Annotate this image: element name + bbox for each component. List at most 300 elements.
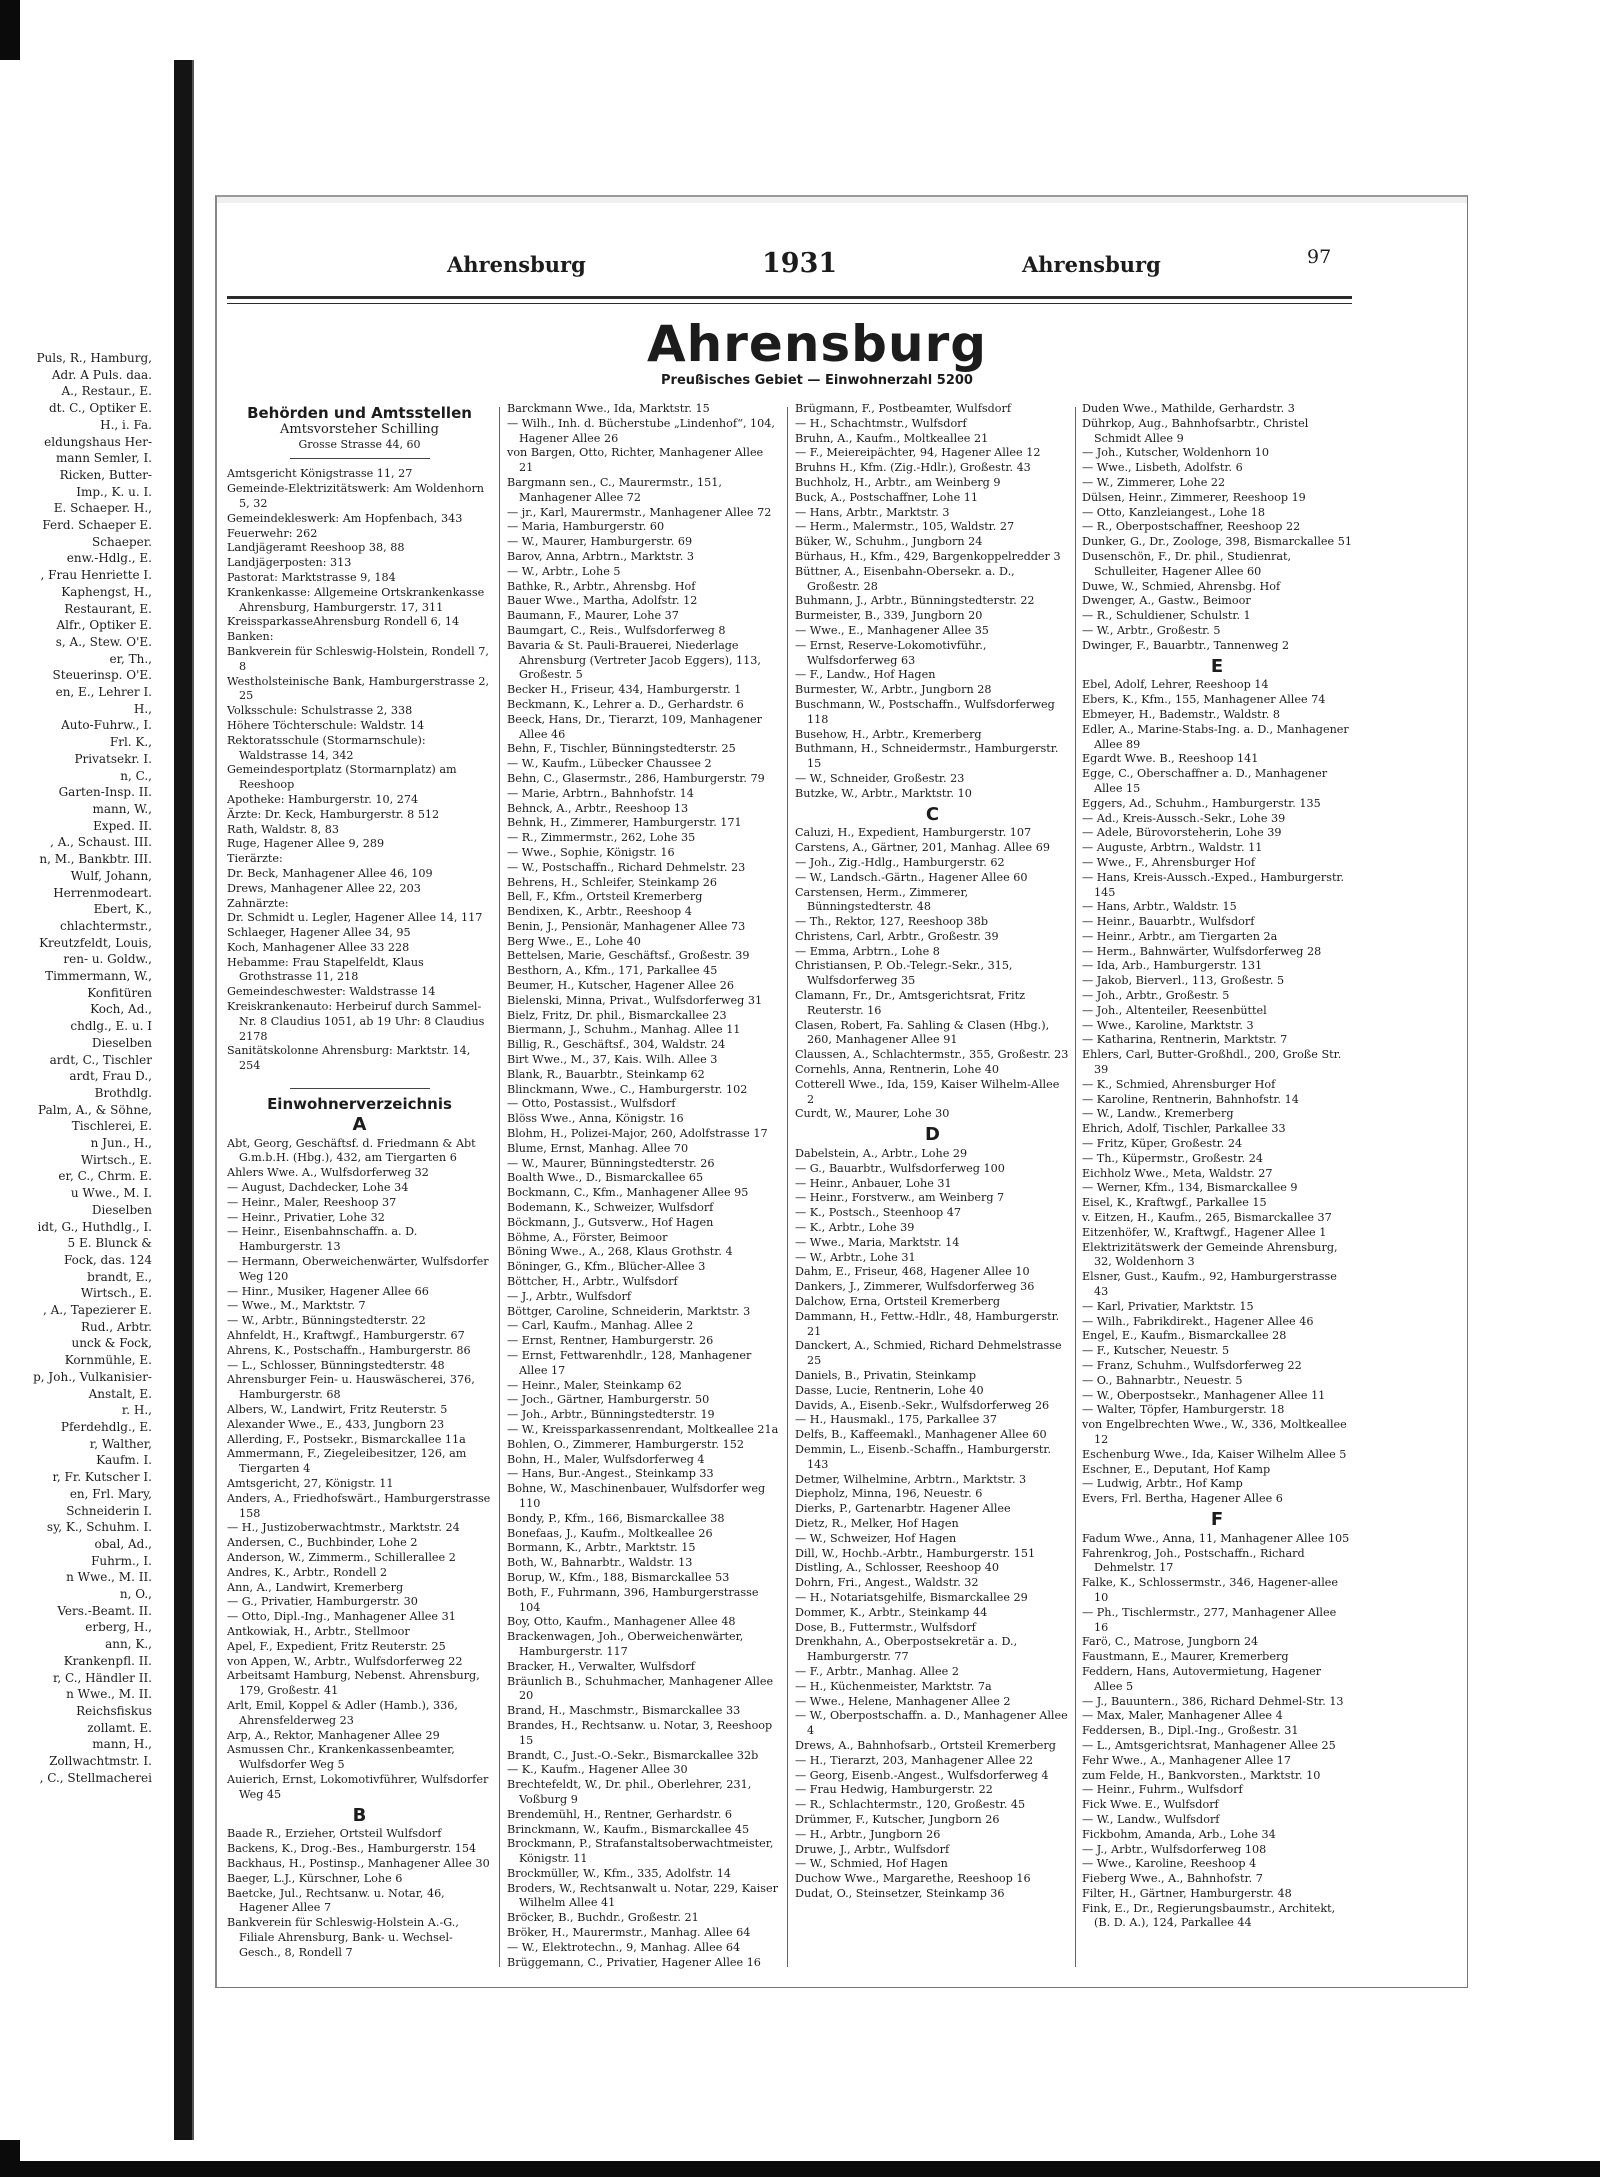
- adjacent-page-line: 5 E. Blunck &: [67, 1236, 152, 1251]
- directory-entry: Blöss Wwe., Anna, Königstr. 16: [507, 1112, 684, 1126]
- directory-entry: — Wwe., E., Manhagener Allee 35: [795, 623, 989, 637]
- directory-entry: Biermann, J., Schuhm., Manhag. Allee 11: [507, 1023, 741, 1037]
- directory-entry: Bendixen, K., Arbtr., Reeshoop 4: [507, 905, 692, 919]
- column-divider: [787, 407, 788, 1967]
- directory-entry: Egge, C., Oberschaffner a. D., Manhagener Allee 15: [1082, 767, 1328, 795]
- directory-entry: — Hermann, Oberweichenwärter, Wulfsdorfer Weg 120: [227, 1255, 489, 1283]
- directory-entry: Backhaus, H., Postinsp., Manhagener Allee 30: [227, 1856, 490, 1870]
- directory-entry: — W., Kreissparkassenrendant, Moltkeallee 21a: [507, 1422, 779, 1436]
- adjacent-page-line: Imp., K. u. I.: [76, 484, 152, 499]
- directory-entry: — Wwe., Maria, Marktstr. 14: [795, 1235, 960, 1249]
- directory-entry: Daniels, B., Privatin, Steinkamp: [795, 1369, 976, 1382]
- directory-entry: — Marie, Arbtrn., Bahnhofstr. 14: [507, 786, 694, 800]
- directory-entry: Dalchow, Erna, Ortsteil Kremerberg: [795, 1295, 1001, 1309]
- directory-entry: — Otto, Postassist., Wulfsdorf: [507, 1097, 676, 1111]
- entries-c-list: [795, 826, 1070, 1122]
- adjacent-page-line: mann, H.,: [92, 1737, 152, 1752]
- directory-entry: Ebel, Adolf, Lehrer, Reeshoop 14: [1082, 678, 1269, 692]
- entries-d-list: [795, 1147, 1070, 1902]
- directory-entry: — H., Schachtmstr., Wulfsdorf: [795, 416, 967, 430]
- directory-entry: — W., Arbtr., Lohe 5: [507, 564, 621, 578]
- section-authorities-address: Grosse Strasse 44, 60: [298, 437, 421, 451]
- directory-entry: Fick Wwe. E., Wulfsdorf: [1082, 1798, 1219, 1812]
- directory-entry: Caluzi, H., Expedient, Hamburgerstr. 107: [795, 826, 1032, 840]
- adjacent-page-line: unck & Fock,: [71, 1336, 152, 1351]
- adjacent-page-line: Ebert, K.,: [93, 902, 152, 917]
- directory-entry: — Fritz, Küper, Großestr. 24: [1082, 1137, 1243, 1151]
- adjacent-page-line: erberg, H.,: [85, 1620, 152, 1635]
- letter-heading-c: C: [925, 803, 940, 825]
- directory-entry: v. Eitzen, H., Kaufm., 265, Bismarckallee 37: [1082, 1211, 1332, 1225]
- directory-entry: Dasse, Lucie, Rentnerin, Lohe 40: [795, 1383, 984, 1397]
- adjacent-page-line: Konfitüren: [87, 985, 152, 1000]
- directory-entry: Arp, A., Rektor, Manhagener Allee 29: [227, 1728, 440, 1742]
- entries-b-list-2: [507, 402, 779, 1970]
- letter-heading-a: A: [352, 1113, 367, 1135]
- adjacent-page-line: ann, K.,: [105, 1637, 152, 1652]
- directory-entry: Anders, A., Friedhofswärt., Hamburgerstrasse 158: [227, 1491, 491, 1520]
- directory-entry: Ärzte: Dr. Keck, Hamburgerstr. 8 512: [227, 807, 440, 821]
- directory-entry: — R., Zimmermstr., 262, Lohe 35: [507, 831, 696, 845]
- directory-entry: — Joh., Arbtr., Großestr. 5: [1082, 989, 1230, 1003]
- directory-entry: — H., Tierarzt, 203, Manhagener Allee 22: [795, 1753, 1034, 1767]
- adjacent-page-line: ren- u. Goldw.,: [63, 952, 152, 967]
- entries-b-list-3: [795, 402, 1070, 802]
- directory-entry: Eitzenhöfer, W., Kraftwgf., Hagener Allee 1: [1082, 1225, 1327, 1239]
- directory-entry: Danckert, A., Schmied, Richard Dehmelstrasse 25: [795, 1339, 1062, 1368]
- directory-entry: Bockmann, C., Kfm., Manhagener Allee 95: [507, 1186, 749, 1200]
- directory-entry: von Bargen, Otto, Richter, Manhagener Allee 21: [507, 446, 764, 475]
- adjacent-page-line: Garten-Insp. II.: [58, 785, 152, 800]
- adjacent-page-line: Dieselben: [91, 1035, 152, 1050]
- directory-entry: Behn, F., Tischler, Bünningstedterstr. 25: [507, 742, 736, 756]
- adjacent-page-line: chlachtermstr.,: [60, 918, 152, 933]
- directory-entry: Gemeindesportplatz (Stormarnplatz) am Reeshoop: [227, 763, 457, 792]
- directory-entry: Bruhn, A., Kaufm., Moltkeallee 21: [795, 431, 989, 445]
- adjacent-page-line: dt. C., Optiker E.: [48, 401, 152, 416]
- directory-entry: Bruhns H., Kfm. (Zig.-Hdlr.), Großestr. 43: [795, 461, 1031, 475]
- divider: [290, 1088, 430, 1089]
- adjacent-page-line: Wirtsch., E.: [80, 1152, 152, 1167]
- directory-entry: Dunker, G., Dr., Zoologe, 398, Bismarckallee 51: [1082, 535, 1352, 549]
- directory-entry: Koch, Manhagener Allee 33 228: [227, 940, 410, 954]
- directory-entry: — Heinr., Anbauer, Lohe 31: [795, 1176, 952, 1190]
- directory-entry: — K., Kaufm., Hagener Allee 30: [507, 1763, 688, 1777]
- directory-entry: Bröker, H., Maurermstr., Manhag. Allee 64: [507, 1926, 751, 1940]
- directory-entry: Amtsgericht, 27, Königstr. 11: [227, 1476, 394, 1490]
- directory-entry: Bavaria & St. Pauli-Brauerei, Niederlage Ahrensburg (Vertreter Jacob Eggers), 113, Großestr. 5: [507, 638, 761, 682]
- directory-entry: Christiansen, P. Ob.-Telegr.-Sekr., 315, Wulfsdorferweg 35: [795, 959, 1013, 988]
- directory-entry: Druwe, J., Arbtr., Wulfsdorf: [795, 1842, 950, 1856]
- directory-entry: Becker H., Friseur, 434, Hamburgerstr. 1: [507, 683, 742, 697]
- directory-entry: Birt Wwe., M., 37, Kais. Wilh. Allee 3: [507, 1053, 718, 1067]
- letter-heading-f: F: [1210, 1508, 1224, 1530]
- directory-entry: Dammann, H., Fettw.-Hdlr., 48, Hamburgerstr. 21: [795, 1309, 1060, 1338]
- directory-entry: — Joch., Gärtner, Hamburgerstr. 50: [507, 1393, 710, 1407]
- directory-entry: — Heinr., Privatier, Lohe 32: [227, 1210, 385, 1224]
- directory-page: [215, 195, 1468, 1988]
- directory-entry: Antkowiak, H., Arbtr., Stellmoor: [227, 1624, 410, 1638]
- adjacent-page-line: Schneiderin I.: [66, 1503, 152, 1518]
- directory-entry: Busehow, H., Arbtr., Kremerberg: [795, 727, 982, 741]
- adjacent-page-line: r, Walther,: [89, 1436, 152, 1451]
- column-3: [795, 402, 1070, 1902]
- directory-entry: Drews, Manhagener Allee 22, 203: [227, 881, 421, 895]
- directory-entry: Feddern, Hans, Autovermietung, Hagener Allee 5: [1082, 1664, 1322, 1693]
- directory-entry: — J., Bauuntern., 386, Richard Dehmel-Str. 13: [1082, 1694, 1344, 1708]
- directory-entry: — W., Schneider, Großestr. 23: [795, 771, 965, 785]
- directory-entry: — Hans, Arbtr., Waldstr. 15: [1082, 900, 1237, 914]
- directory-entry: Abt, Georg, Geschäftsf. d. Friedmann & Abt G.m.b.H. (Hbg.), 432, am Tiergarten 6: [227, 1136, 476, 1165]
- adjacent-page-line: n Wwe., M. II.: [66, 1570, 152, 1585]
- adjacent-page-line: en, E., Lehrer I.: [55, 685, 152, 700]
- directory-entry: Banken:: [227, 630, 274, 644]
- directory-entry: Carstensen, Herm., Zimmerer, Bünningstedterstr. 48: [795, 885, 969, 914]
- directory-entry: Dwinger, F., Bauarbtr., Tannenweg 2: [1082, 638, 1290, 652]
- directory-entry: Dr. Beck, Manhagener Allee 46, 109: [227, 866, 433, 880]
- directory-entry: Buck, A., Postschaffner, Lohe 11: [795, 490, 979, 504]
- directory-entry: Dankers, J., Zimmerer, Wulfsdorferweg 36: [795, 1280, 1035, 1294]
- section-authorities-title: Behörden und Amtsstellen: [247, 404, 472, 422]
- page-top-edge: [217, 197, 1467, 203]
- directory-entry: Egardt Wwe. B., Reeshoop 141: [1082, 752, 1259, 766]
- directory-entry: Dose, B., Futtermstr., Wulfsdorf: [795, 1620, 976, 1634]
- adjacent-page-line: Ferd. Schaeper E.: [42, 518, 152, 533]
- directory-entry: — W., Arbtr., Großestr. 5: [1082, 623, 1221, 637]
- directory-entry: Ahnfeldt, H., Kraftwgf., Hamburgerstr. 67: [227, 1329, 465, 1343]
- directory-entry: Ammermann, F., Ziegeleibesitzer, 126, am Tiergarten 4: [227, 1447, 467, 1476]
- section-authorities-sub: Amtsvorsteher Schilling: [280, 421, 439, 437]
- directory-entry: — Walter, Töpfer, Hamburgerstr. 18: [1082, 1403, 1285, 1417]
- directory-entry: — K., Postsch., Steenhoop 47: [795, 1206, 961, 1220]
- directory-entry: Ahrensburger Fein- u. Hauswäscherei, 376, Hamburgerstr. 68: [227, 1373, 475, 1402]
- directory-entry: Eisel, K., Kraftwgf., Parkallee 15: [1082, 1196, 1267, 1210]
- column-divider: [1075, 407, 1076, 1967]
- directory-entry: Böninger, G., Kfm., Blücher-Allee 3: [507, 1260, 706, 1274]
- directory-entry: Buschmann, W., Postschaffn., Wulfsdorferweg 118: [795, 697, 1055, 726]
- adjacent-page-line: Frl. K.,: [109, 735, 152, 750]
- directory-entry: Ahrens, K., Postschaffn., Hamburgerstr. 86: [227, 1343, 471, 1357]
- directory-entry: Andres, K., Arbtr., Rondell 2: [227, 1565, 388, 1579]
- directory-entry: Faustmann, E., Maurer, Kremerberg: [1082, 1650, 1289, 1664]
- directory-entry: Behnk, H., Zimmerer, Hamburgerstr. 171: [507, 816, 742, 830]
- directory-entry: Ebers, K., Kfm., 155, Manhagener Allee 74: [1082, 693, 1326, 707]
- directory-entry: — Wwe., F., Ahrensburger Hof: [1082, 855, 1256, 869]
- directory-entry: — F., Kutscher, Neuestr. 5: [1082, 1344, 1230, 1358]
- adjacent-page-line: ardt, C., Tischler: [49, 1052, 152, 1067]
- directory-entry: Hebamme: Frau Stapelfeldt, Klaus Grothstrasse 11, 218: [227, 955, 424, 984]
- directory-entry: Bondy, P., Kfm., 166, Bismarckallee 38: [507, 1511, 725, 1525]
- scan-black-edge-bottom: [0, 2161, 1600, 2177]
- column-divider: [499, 407, 500, 1967]
- directory-entry: Brüggemann, C., Privatier, Hagener Allee 16: [507, 1955, 761, 1969]
- directory-entry: Filter, H., Gärtner, Hamburgerstr. 48: [1082, 1886, 1292, 1900]
- adjacent-page-line: n Jun., H.,: [90, 1136, 152, 1151]
- directory-entry: — Th., Rektor, 127, Reeshoop 38b: [795, 915, 989, 929]
- directory-entry: Dierks, P., Gartenarbtr. Hagener Allee: [795, 1502, 1011, 1516]
- directory-entry: Dill, W., Hochb.-Arbtr., Hamburgerstr. 151: [795, 1546, 1036, 1560]
- directory-entry: Fickbohm, Amanda, Arb., Lohe 34: [1082, 1827, 1276, 1841]
- directory-entry: Dietz, R., Melker, Hof Hagen: [795, 1516, 959, 1530]
- adjacent-page-line: n Wwe., M. II.: [66, 1687, 152, 1702]
- header-left: Ahrensburg: [447, 252, 586, 277]
- directory-entry: — Heinr., Eisenbahnschaffn. a. D. Hamburgerstr. 13: [227, 1225, 418, 1254]
- adjacent-page-line: ardt, Frau D.,: [69, 1069, 152, 1084]
- directory-entry: Brechtefeldt, W., Dr. phil., Oberlehrer, 231, Voßburg 9: [507, 1778, 752, 1806]
- directory-entry: Brandt, C., Just.-O.-Sekr., Bismarckallee 32b: [507, 1748, 759, 1762]
- directory-entry: — H., Arbtr., Jungborn 26: [795, 1827, 941, 1841]
- directory-entry: — August, Dachdecker, Lohe 34: [227, 1181, 409, 1195]
- directory-entry: Barov, Anna, Arbtrn., Marktstr. 3: [507, 549, 694, 563]
- directory-entry: — Carl, Kaufm., Manhag. Allee 2: [507, 1319, 694, 1333]
- directory-entry: — G., Bauarbtr., Wulfsdorferweg 100: [795, 1161, 1005, 1175]
- directory-entry: Rektoratsschule (Stormarnschule): Waldstrasse 14, 342: [227, 733, 426, 762]
- directory-entry: von Engelbrechten Wwe., W., 336, Moltkeallee 12: [1082, 1418, 1347, 1446]
- adjacent-page-line: brandt, E.,: [87, 1269, 152, 1284]
- directory-entry: Billig, R., Geschäftsf., 304, Waldstr. 24: [507, 1038, 726, 1052]
- directory-entry: — Adele, Bürovorsteherin, Lohe 39: [1082, 826, 1282, 840]
- directory-entry: Ruge, Hagener Allee 9, 289: [227, 837, 385, 851]
- adjacent-page-line: Adr. A Puls. daa.: [51, 367, 152, 382]
- directory-entry: — Heinr., Fuhrm., Wulfsdorf: [1082, 1783, 1243, 1797]
- directory-entry: — Maria, Hamburgerstr. 60: [507, 520, 665, 534]
- column-4: [1082, 402, 1352, 1931]
- directory-entry: — Heinr., Forstverw., am Weinberg 7: [795, 1191, 1005, 1205]
- adjacent-page-line: sy, K., Schuhm. I.: [46, 1520, 152, 1535]
- directory-entry: Landjägeramt Reeshoop 38, 88: [227, 541, 405, 555]
- directory-entry: — Ernst, Rentner, Hamburgerstr. 26: [507, 1334, 714, 1348]
- directory-entry: Backens, K., Drog.-Bes., Hamburgerstr. 154: [227, 1842, 477, 1856]
- adjacent-page-line: Dieselben: [91, 1202, 152, 1217]
- directory-entry: Barckmann Wwe., Ida, Marktstr. 15: [507, 402, 710, 415]
- directory-entry: Bräunlich B., Schuhmacher, Manhagener Allee 20: [507, 1674, 774, 1703]
- directory-entry: Blohm, H., Polizei-Major, 260, Adolfstrasse 17: [507, 1127, 768, 1141]
- adjacent-page-line: Palm, A., & Söhne,: [38, 1102, 152, 1117]
- directory-entry: — W., Kaufm., Lübecker Chaussee 2: [507, 757, 712, 771]
- directory-entry: Behn, C., Glasermstr., 286, Hamburgerstr. 79: [507, 771, 765, 785]
- directory-entry: — Herm., Bahnwärter, Wulfsdorferweg 28: [1082, 944, 1322, 958]
- adjacent-page-line: H., i. Fa.: [100, 417, 152, 432]
- running-header: [217, 246, 1467, 292]
- directory-entry: Apel, F., Expedient, Fritz Reuterstr. 25: [227, 1639, 446, 1653]
- adjacent-page-line: Brothdlg.: [94, 1085, 152, 1100]
- directory-entry: — F., Landw., Hof Hagen: [795, 668, 936, 682]
- directory-entry: Feddersen, B., Dipl.-Ing., Großestr. 31: [1082, 1724, 1299, 1738]
- adjacent-page-line: zollamt. E.: [87, 1720, 152, 1735]
- adjacent-page-line: , Frau Henriette I.: [40, 568, 152, 583]
- adjacent-page-line: Steuerinsp. O'E.: [52, 668, 152, 683]
- adjacent-page-line: Kreutzfeldt, Louis,: [39, 935, 152, 950]
- directory-entry: Eschenburg Wwe., Ida, Kaiser Wilhelm Allee 5: [1082, 1447, 1347, 1461]
- adjacent-page-line: r. H.,: [121, 1403, 152, 1418]
- header-rule-thin: [227, 303, 1352, 304]
- adjacent-page-line: r, Fr. Kutscher I.: [52, 1470, 152, 1485]
- adjacent-page-left: [0, 60, 194, 2140]
- adjacent-page-line: Kaphengst, H.,: [61, 584, 152, 599]
- directory-entry: — Hans, Kreis-Aussch.-Exped., Hamburgerstr. 145: [1082, 870, 1345, 899]
- directory-entry: Beumer, H., Kutscher, Hagener Allee 26: [507, 979, 735, 993]
- directory-entry: Pastorat: Marktstrasse 9, 184: [227, 570, 396, 584]
- directory-entry: — Heinr., Bauarbtr., Wulfsdorf: [1082, 915, 1255, 929]
- directory-entry: — Jakob, Bierverl., 113, Großestr. 5: [1082, 974, 1285, 988]
- directory-entry: — W., Postschaffn., Richard Dehmelstr. 23: [507, 860, 746, 874]
- directory-entry: Delfs, B., Kaffeemakl., Manhagener Allee 60: [795, 1428, 1047, 1442]
- directory-entry: Apotheke: Hamburgerstr. 10, 274: [227, 792, 419, 806]
- directory-entry: Blume, Ernst, Manhag. Allee 70: [507, 1141, 689, 1155]
- directory-entry: — W., Oberpostschaffn. a. D., Manhagener Allee 4: [795, 1709, 1068, 1738]
- directory-entry: Eichholz Wwe., Meta, Waldstr. 27: [1082, 1166, 1273, 1180]
- directory-entry: — R., Oberpostschaffner, Reeshoop 22: [1082, 520, 1301, 534]
- directory-entry: Dusenschön, F., Dr. phil., Studienrat, Schulleiter, Hagener Allee 60: [1082, 549, 1292, 578]
- directory-entry: Buhmann, J., Arbtr., Bünningstedterstr. 22: [795, 594, 1035, 608]
- directory-entry: Zahnärzte:: [227, 896, 289, 910]
- letter-heading-b: B: [352, 1804, 367, 1826]
- directory-entry: Krankenkasse: Allgemeine Ortskrankenkasse Ahrensburg, Hamburgerstr. 17, 311: [227, 585, 485, 614]
- adjacent-page-line: mann Semler, I.: [55, 451, 152, 466]
- directory-entry: Drümmer, F., Kutscher, Jungborn 26: [795, 1812, 1000, 1826]
- adjacent-page-line: Zollwachtmstr. I.: [49, 1754, 152, 1769]
- adjacent-page-line: er, C., Chrm. E.: [58, 1169, 152, 1184]
- directory-entry: — W., Arbtr., Lohe 31: [795, 1250, 916, 1264]
- directory-entry: Amtsgericht Königstrasse 11, 27: [227, 467, 413, 481]
- directory-entry: — R., Schlachtermstr., 120, Großestr. 45: [795, 1798, 1026, 1812]
- directory-entry: Berg Wwe., E., Lohe 40: [507, 934, 641, 948]
- directory-entry: Bodemann, K., Schweizer, Wulfsdorf: [507, 1201, 714, 1215]
- adjacent-page-line: Kornmühle, E.: [64, 1353, 152, 1368]
- directory-entry: — L., Schlosser, Bünningstedterstr. 48: [227, 1358, 445, 1372]
- directory-entry: Duchow Wwe., Margarethe, Reeshoop 16: [795, 1872, 1031, 1886]
- directory-entry: Brügmann, F., Postbeamter, Wulfsdorf: [795, 402, 1011, 415]
- directory-entry: Böckmann, J., Gutsverw., Hof Hagen: [507, 1215, 714, 1229]
- directory-entry: Bracker, H., Verwalter, Wulfsdorf: [507, 1659, 695, 1673]
- directory-entry: — Wwe., M., Marktstr. 7: [227, 1299, 366, 1313]
- directory-entry: — W., Landw., Kremerberg: [1082, 1107, 1234, 1121]
- directory-entry: Brandes, H., Rechtsanw. u. Notar, 3, Reeshoop 15: [507, 1718, 773, 1747]
- directory-entry: Landjägerposten: 313: [227, 556, 352, 570]
- directory-entry: Besthorn, A., Kfm., 171, Parkallee 45: [507, 964, 718, 978]
- section-residents-title: Einwohnerverzeichnis: [267, 1095, 452, 1114]
- directory-entry: Brockmüller, W., Kfm., 335, Adolfstr. 14: [507, 1866, 732, 1880]
- directory-entry: Gemeindeschwester: Waldstrasse 14: [227, 985, 436, 999]
- directory-entry: Dührkop, Aug., Bahnhofsarbtr., Christel Schmidt Allee 9: [1082, 416, 1309, 445]
- directory-entry: — Wwe., Karoline, Marktstr. 3: [1082, 1018, 1254, 1032]
- directory-entry: — Werner, Kfm., 134, Bismarckallee 9: [1082, 1181, 1298, 1195]
- directory-entry: — Wilh., Fabrikdirekt., Hagener Allee 46: [1082, 1314, 1314, 1328]
- directory-entry: zum Felde, H., Bankvorsten., Marktstr. 10: [1082, 1768, 1321, 1782]
- directory-entry: — O., Bahnarbtr., Neuestr. 5: [1082, 1373, 1243, 1387]
- directory-entry: Bielz, Fritz, Dr. phil., Bismarckallee 23: [507, 1008, 727, 1022]
- directory-entry: Burmeister, B., 339, Jungborn 20: [795, 609, 983, 623]
- directory-entry: — L., Amtsgerichtsrat, Manhagener Allee 25: [1082, 1738, 1336, 1752]
- directory-entry: von Appen, W., Arbtr., Wulfsdorferweg 22: [227, 1654, 463, 1668]
- directory-entry: — Ernst, Reserve-Lokomotivführ., Wulfsdorferweg 63: [795, 638, 987, 667]
- directory-entry: Volksschule: Schulstrasse 2, 338: [227, 704, 413, 718]
- column-1: [227, 402, 492, 1960]
- town-title: Ahrensburg: [646, 315, 988, 373]
- directory-entry: Baeger, L.J., Kürschner, Lohe 6: [227, 1871, 403, 1885]
- directory-entry: Boy, Otto, Kaufm., Manhagener Allee 48: [507, 1615, 736, 1629]
- directory-entry: — F., Arbtr., Manhag. Allee 2: [795, 1664, 959, 1678]
- directory-entry: Allerding, F., Postsekr., Bismarckallee 11a: [227, 1432, 466, 1446]
- directory-entry: Falke, K., Schlossermstr., 346, Hagener-allee 10: [1082, 1576, 1339, 1604]
- directory-entry: Ahlers Wwe. A., Wulfsdorferweg 32: [227, 1166, 429, 1180]
- directory-entry: Fink, E., Dr., Regierungsbaumstr., Architekt, (B. D. A.), 124, Parkallee 44: [1082, 1901, 1336, 1930]
- adjacent-page-text: [2, 350, 152, 1786]
- directory-entry: — Heinr., Maler, Steinkamp 62: [507, 1378, 682, 1392]
- adjacent-page-line: Kaufm. I.: [96, 1453, 152, 1468]
- directory-entry: Demmin, L., Eisenb.-Schaffn., Hamburgerstr. 143: [795, 1442, 1052, 1471]
- directory-entry: — Karoline, Rentnerin, Bahnhofstr. 14: [1082, 1092, 1299, 1106]
- directory-entry: Bormann, K., Arbtr., Marktstr. 15: [507, 1541, 696, 1555]
- directory-entry: — Wwe., Karoline, Reeshoop 4: [1082, 1857, 1257, 1871]
- directory-entry: — Georg, Eisenb.-Angest., Wulfsdorferweg 4: [795, 1768, 1049, 1782]
- adjacent-page-line: Rud., Arbtr.: [80, 1319, 152, 1334]
- directory-entry: Dommer, K., Arbtr., Steinkamp 44: [795, 1605, 988, 1619]
- adjacent-page-line: n, O.,: [119, 1587, 152, 1602]
- directory-entry: Duden Wwe., Mathilde, Gerhardstr. 3: [1082, 402, 1295, 415]
- directory-entry: Brinckmann, W., Kaufm., Bismarckallee 45: [507, 1822, 750, 1836]
- adjacent-page-line: Koch, Ad.,: [90, 1002, 152, 1017]
- adjacent-page-line: Wirtsch., E.: [80, 1286, 152, 1301]
- directory-entry: — Wwe., Lisbeth, Adolfstr. 6: [1082, 461, 1243, 475]
- adjacent-page-line: , A., Schaust. III.: [50, 835, 152, 850]
- directory-entry: — H., Justizoberwachtmstr., Marktstr. 24: [227, 1521, 460, 1535]
- directory-entry: Buthmann, H., Schneidermstr., Hamburgerstr. 15: [795, 742, 1059, 771]
- header-right: Ahrensburg: [1022, 252, 1161, 277]
- divider: [290, 458, 430, 459]
- directory-entry: — jr., Karl, Maurermstr., Manhagener Allee 72: [507, 505, 772, 519]
- adjacent-page-line: s, A., Stew. O'E.: [55, 634, 152, 649]
- directory-entry: Burmester, W., Arbtr., Jungborn 28: [795, 683, 992, 697]
- directory-entry: Clamann, Fr., Dr., Amtsgerichtsrat, Fritz Reuterstr. 16: [795, 989, 1025, 1017]
- directory-entry: — Otto, Dipl.-Ing., Manhagener Allee 31: [227, 1610, 456, 1624]
- directory-entry: — Herm., Malermstr., 105, Waldstr. 27: [795, 520, 1015, 534]
- directory-entry: Dülsen, Heinr., Zimmerer, Reeshoop 19: [1082, 490, 1306, 504]
- directory-entry: Bargmann sen., C., Maurermstr., 151, Manhagener Allee 72: [507, 475, 722, 504]
- directory-entry: Cotterell Wwe., Ida, 159, Kaiser Wilhelm-Allee 2: [795, 1077, 1060, 1106]
- directory-entry: Büker, W., Schuhm., Jungborn 24: [795, 535, 983, 549]
- directory-entry: Böhme, A., Förster, Beimoor: [507, 1230, 668, 1244]
- directory-entry: Drenkhahn, A., Oberpostsekretär a. D., Hamburgerstr. 77: [795, 1635, 1018, 1664]
- directory-entry: — Heinr., Maler, Reeshoop 37: [227, 1195, 397, 1209]
- adjacent-page-line: Vers.-Beamt. II.: [57, 1603, 152, 1618]
- adjacent-page-line: , A., Tapezierer E.: [43, 1303, 152, 1318]
- adjacent-page-line: Anstalt, E.: [88, 1386, 152, 1401]
- directory-entry: — Ad., Kreis-Aussch.-Sekr., Lohe 39: [1082, 811, 1286, 825]
- directory-entry: Asmussen Chr., Krankenkassenbeamter, Wulfsdorfer Weg 5: [227, 1743, 455, 1772]
- directory-entry: Bielenski, Minna, Privat., Wulfsdorferweg 31: [507, 993, 763, 1007]
- adjacent-page-line: Reichsfiskus: [76, 1703, 152, 1718]
- directory-entry: — W., Maurer, Bünningstedterstr. 26: [507, 1156, 715, 1170]
- directory-entry: — W., Zimmerer, Lohe 22: [1082, 475, 1226, 489]
- directory-entry: — W., Elektrotechn., 9, Manhag. Allee 64: [507, 1940, 741, 1954]
- directory-entry: Baumgart, C., Reis., Wulfsdorferweg 8: [507, 623, 726, 637]
- adjacent-page-line: idt, G., Huthdlg., I.: [37, 1219, 152, 1234]
- directory-entry: — W., Schweizer, Hof Hagen: [795, 1531, 957, 1545]
- entries-e-list: [1082, 678, 1352, 1507]
- entries-f-list: [1082, 1532, 1352, 1932]
- directory-entry: — Hans, Bur.-Angest., Steinkamp 33: [507, 1467, 714, 1481]
- directory-entry: Dahm, E., Friseur, 468, Hagener Allee 10: [795, 1265, 1030, 1279]
- directory-entry: — W., Maurer, Hamburgerstr. 69: [507, 535, 693, 549]
- directory-entry: — Joh., Kutscher, Woldenhorn 10: [1082, 446, 1270, 460]
- directory-entry: — F., Meiereipächter, 94, Hagener Allee 12: [795, 446, 1041, 460]
- directory-entry: — W., Landsch.-Gärtn., Hagener Allee 60: [795, 870, 1028, 884]
- directory-entry: Auierich, Ernst, Lokomotivführer, Wulfsdorfer Weg 45: [227, 1772, 489, 1801]
- directory-entry: Brand, H., Maschmstr., Bismarckallee 33: [507, 1704, 741, 1718]
- directory-entry: — H., Küchenmeister, Marktstr. 7a: [795, 1679, 992, 1693]
- directory-entry: — Ph., Tischlermstr., 277, Manhagener Allee 16: [1082, 1605, 1337, 1634]
